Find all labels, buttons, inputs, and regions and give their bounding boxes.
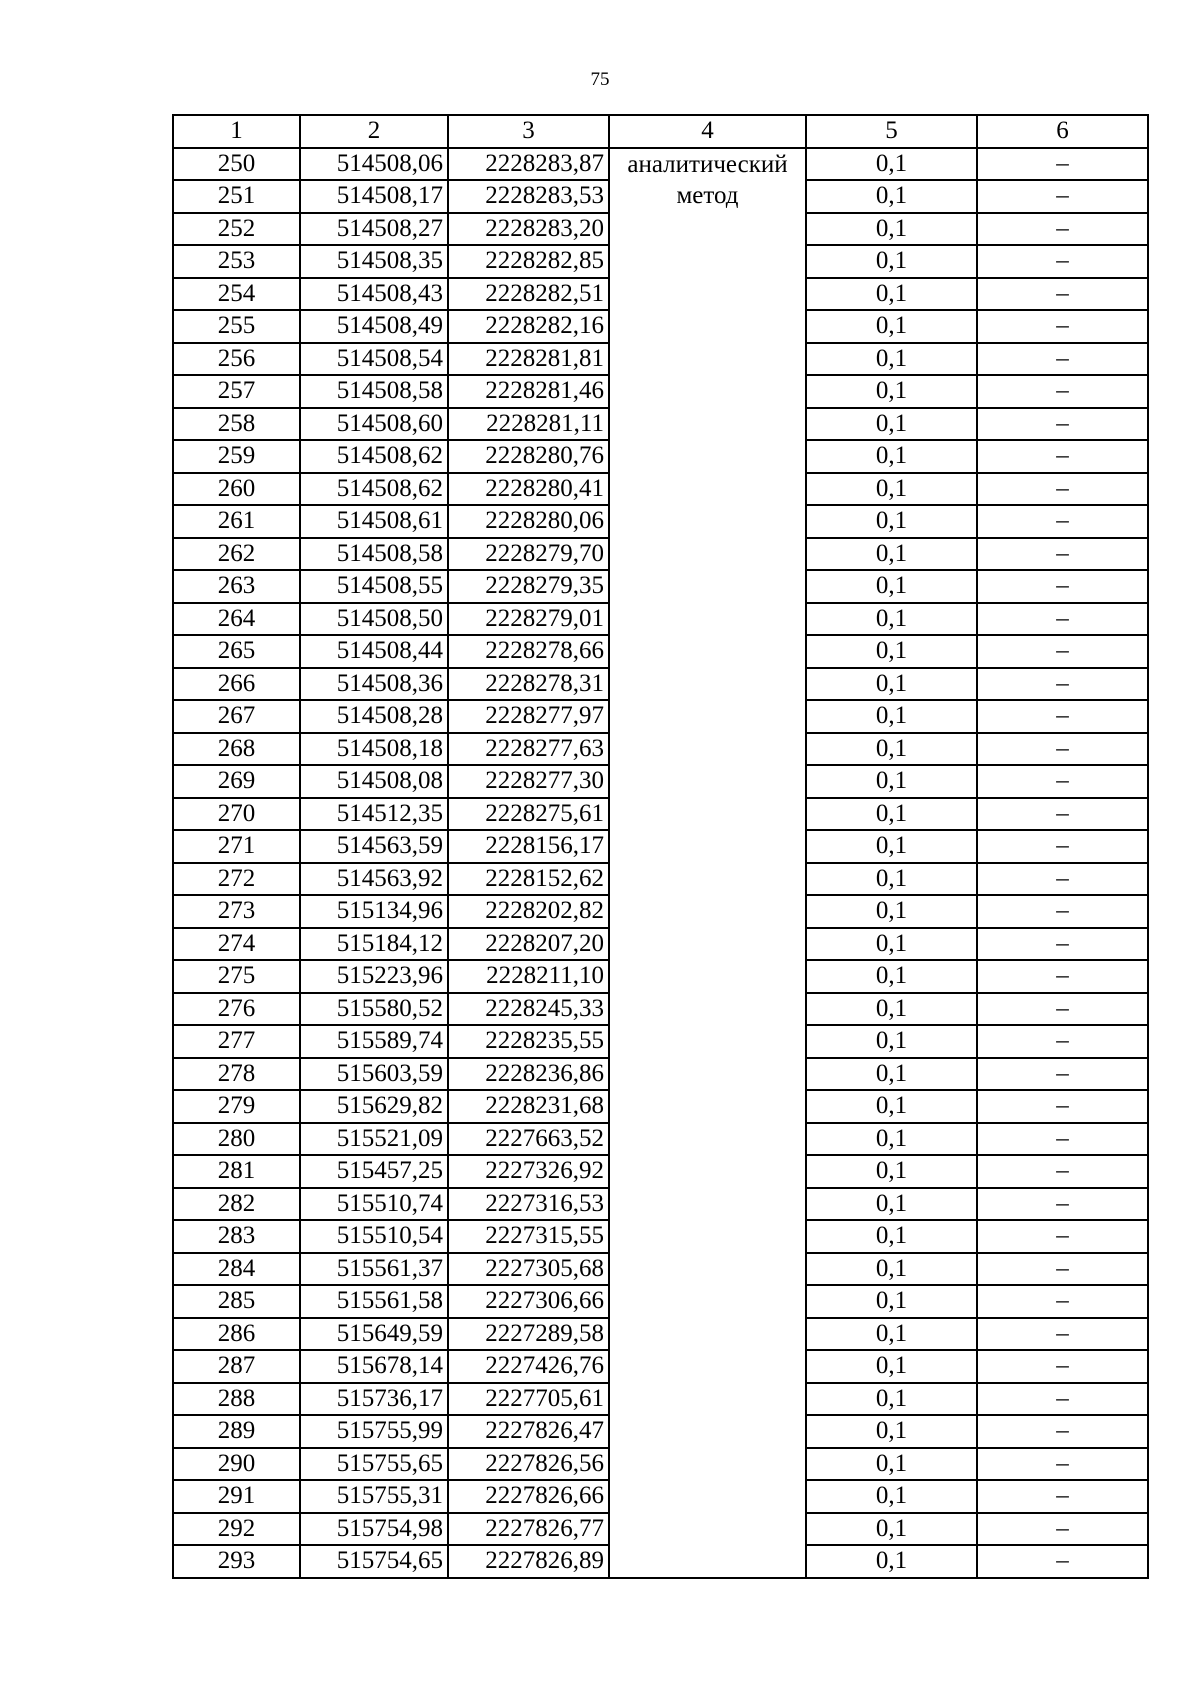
description-cell: – (977, 668, 1148, 701)
accuracy-cell: 0,1 (806, 1513, 977, 1546)
description-cell: – (977, 863, 1148, 896)
point-number-cell: 277 (173, 1025, 300, 1058)
description-cell: – (977, 1480, 1148, 1513)
x-coordinate-cell: 514508,44 (300, 635, 448, 668)
y-coordinate-cell: 2228245,33 (448, 993, 609, 1026)
x-coordinate-cell: 515755,31 (300, 1480, 448, 1513)
y-coordinate-cell: 2227826,66 (448, 1480, 609, 1513)
point-number-cell: 257 (173, 375, 300, 408)
x-coordinate-cell: 515521,09 (300, 1123, 448, 1156)
point-number-cell: 264 (173, 603, 300, 636)
x-coordinate-cell: 515736,17 (300, 1383, 448, 1416)
x-coordinate-cell: 515649,59 (300, 1318, 448, 1351)
accuracy-cell: 0,1 (806, 700, 977, 733)
point-number-cell: 265 (173, 635, 300, 668)
description-cell: – (977, 1448, 1148, 1481)
y-coordinate-cell: 2228282,16 (448, 310, 609, 343)
y-coordinate-cell: 2228281,46 (448, 375, 609, 408)
description-cell: – (977, 1545, 1148, 1578)
accuracy-cell: 0,1 (806, 570, 977, 603)
description-cell: – (977, 343, 1148, 376)
accuracy-cell: 0,1 (806, 278, 977, 311)
point-number-cell: 281 (173, 1155, 300, 1188)
description-cell: – (977, 278, 1148, 311)
description-cell: – (977, 1220, 1148, 1253)
point-number-cell: 273 (173, 895, 300, 928)
accuracy-cell: 0,1 (806, 408, 977, 441)
accuracy-cell: 0,1 (806, 213, 977, 246)
point-number-cell: 267 (173, 700, 300, 733)
y-coordinate-cell: 2228280,76 (448, 440, 609, 473)
x-coordinate-cell: 514512,35 (300, 798, 448, 831)
header-col-3: 3 (448, 115, 609, 148)
y-coordinate-cell: 2228235,55 (448, 1025, 609, 1058)
y-coordinate-cell: 2228236,86 (448, 1058, 609, 1091)
x-coordinate-cell: 514508,55 (300, 570, 448, 603)
accuracy-cell: 0,1 (806, 733, 977, 766)
description-cell: – (977, 538, 1148, 571)
description-cell: – (977, 473, 1148, 506)
point-number-cell: 291 (173, 1480, 300, 1513)
y-coordinate-cell: 2227826,89 (448, 1545, 609, 1578)
accuracy-cell: 0,1 (806, 928, 977, 961)
description-cell: – (977, 928, 1148, 961)
description-cell: – (977, 733, 1148, 766)
point-number-cell: 292 (173, 1513, 300, 1546)
x-coordinate-cell: 514508,35 (300, 245, 448, 278)
point-number-cell: 258 (173, 408, 300, 441)
x-coordinate-cell: 514563,92 (300, 863, 448, 896)
y-coordinate-cell: 2228152,62 (448, 863, 609, 896)
y-coordinate-cell: 2228280,41 (448, 473, 609, 506)
point-number-cell: 252 (173, 213, 300, 246)
x-coordinate-cell: 515580,52 (300, 993, 448, 1026)
y-coordinate-cell: 2227306,66 (448, 1285, 609, 1318)
y-coordinate-cell: 2227826,77 (448, 1513, 609, 1546)
accuracy-cell: 0,1 (806, 148, 977, 181)
description-cell: – (977, 635, 1148, 668)
y-coordinate-cell: 2228207,20 (448, 928, 609, 961)
x-coordinate-cell: 514508,50 (300, 603, 448, 636)
x-coordinate-cell: 514563,59 (300, 830, 448, 863)
accuracy-cell: 0,1 (806, 1383, 977, 1416)
y-coordinate-cell: 2228231,68 (448, 1090, 609, 1123)
point-number-cell: 276 (173, 993, 300, 1026)
y-coordinate-cell: 2228278,31 (448, 668, 609, 701)
y-coordinate-cell: 2227826,47 (448, 1415, 609, 1448)
description-cell: – (977, 1383, 1148, 1416)
point-number-cell: 289 (173, 1415, 300, 1448)
accuracy-cell: 0,1 (806, 1545, 977, 1578)
y-coordinate-cell: 2228211,10 (448, 960, 609, 993)
x-coordinate-cell: 514508,06 (300, 148, 448, 181)
y-coordinate-cell: 2227289,58 (448, 1318, 609, 1351)
point-number-cell: 271 (173, 830, 300, 863)
x-coordinate-cell: 515629,82 (300, 1090, 448, 1123)
point-number-cell: 251 (173, 180, 300, 213)
point-number-cell: 269 (173, 765, 300, 798)
description-cell: – (977, 1318, 1148, 1351)
accuracy-cell: 0,1 (806, 1090, 977, 1123)
description-cell: – (977, 148, 1148, 181)
accuracy-cell: 0,1 (806, 505, 977, 538)
description-cell: – (977, 700, 1148, 733)
x-coordinate-cell: 514508,54 (300, 343, 448, 376)
x-coordinate-cell: 514508,61 (300, 505, 448, 538)
description-cell: – (977, 375, 1148, 408)
point-number-cell: 290 (173, 1448, 300, 1481)
x-coordinate-cell: 515678,14 (300, 1350, 448, 1383)
description-cell: – (977, 440, 1148, 473)
accuracy-cell: 0,1 (806, 1350, 977, 1383)
y-coordinate-cell: 2228279,70 (448, 538, 609, 571)
method-cell (609, 148, 806, 1578)
x-coordinate-cell: 514508,27 (300, 213, 448, 246)
accuracy-cell: 0,1 (806, 830, 977, 863)
accuracy-cell: 0,1 (806, 180, 977, 213)
point-number-cell: 270 (173, 798, 300, 831)
x-coordinate-cell: 515223,96 (300, 960, 448, 993)
accuracy-cell: 0,1 (806, 1318, 977, 1351)
description-cell: – (977, 310, 1148, 343)
x-coordinate-cell: 514508,58 (300, 375, 448, 408)
x-coordinate-cell: 515457,25 (300, 1155, 448, 1188)
description-cell: – (977, 1155, 1148, 1188)
header-col-4: 4 (609, 115, 806, 148)
description-cell: – (977, 1253, 1148, 1286)
x-coordinate-cell: 515754,98 (300, 1513, 448, 1546)
x-coordinate-cell: 515561,37 (300, 1253, 448, 1286)
coordinates-table (172, 114, 1149, 1579)
description-cell: – (977, 570, 1148, 603)
description-cell: – (977, 960, 1148, 993)
description-cell: – (977, 1025, 1148, 1058)
point-number-cell: 263 (173, 570, 300, 603)
y-coordinate-cell: 2228283,20 (448, 213, 609, 246)
point-number-cell: 280 (173, 1123, 300, 1156)
y-coordinate-cell: 2228281,81 (448, 343, 609, 376)
x-coordinate-cell: 515754,65 (300, 1545, 448, 1578)
description-cell: – (977, 1058, 1148, 1091)
y-coordinate-cell: 2228275,61 (448, 798, 609, 831)
description-cell: – (977, 830, 1148, 863)
description-cell: – (977, 1350, 1148, 1383)
x-coordinate-cell: 514508,60 (300, 408, 448, 441)
description-cell: – (977, 993, 1148, 1026)
accuracy-cell: 0,1 (806, 440, 977, 473)
point-number-cell: 254 (173, 278, 300, 311)
description-cell: – (977, 1090, 1148, 1123)
x-coordinate-cell: 515510,74 (300, 1188, 448, 1221)
point-number-cell: 262 (173, 538, 300, 571)
point-number-cell: 278 (173, 1058, 300, 1091)
x-coordinate-cell: 515589,74 (300, 1025, 448, 1058)
y-coordinate-cell: 2227826,56 (448, 1448, 609, 1481)
accuracy-cell: 0,1 (806, 1155, 977, 1188)
description-cell: – (977, 1513, 1148, 1546)
y-coordinate-cell: 2228282,85 (448, 245, 609, 278)
accuracy-cell: 0,1 (806, 635, 977, 668)
accuracy-cell: 0,1 (806, 1253, 977, 1286)
accuracy-cell: 0,1 (806, 245, 977, 278)
accuracy-cell: 0,1 (806, 603, 977, 636)
x-coordinate-cell: 514508,18 (300, 733, 448, 766)
point-number-cell: 286 (173, 1318, 300, 1351)
header-col-1: 1 (173, 115, 300, 148)
accuracy-cell: 0,1 (806, 798, 977, 831)
description-cell: – (977, 1415, 1148, 1448)
y-coordinate-cell: 2228277,63 (448, 733, 609, 766)
accuracy-cell: 0,1 (806, 863, 977, 896)
y-coordinate-cell: 2228280,06 (448, 505, 609, 538)
point-number-cell: 250 (173, 148, 300, 181)
accuracy-cell: 0,1 (806, 895, 977, 928)
accuracy-cell: 0,1 (806, 1188, 977, 1221)
x-coordinate-cell: 515755,99 (300, 1415, 448, 1448)
description-cell: – (977, 798, 1148, 831)
description-cell: – (977, 505, 1148, 538)
accuracy-cell: 0,1 (806, 1220, 977, 1253)
header-col-5: 5 (806, 115, 977, 148)
x-coordinate-cell: 514508,58 (300, 538, 448, 571)
y-coordinate-cell: 2228283,87 (448, 148, 609, 181)
description-cell: – (977, 180, 1148, 213)
point-number-cell: 255 (173, 310, 300, 343)
description-cell: – (977, 408, 1148, 441)
method-label-line1: аналитический (627, 150, 788, 178)
description-cell: – (977, 245, 1148, 278)
y-coordinate-cell: 2228279,01 (448, 603, 609, 636)
point-number-cell: 256 (173, 343, 300, 376)
accuracy-cell: 0,1 (806, 473, 977, 506)
y-coordinate-cell: 2228202,82 (448, 895, 609, 928)
x-coordinate-cell: 515755,65 (300, 1448, 448, 1481)
description-cell: – (977, 603, 1148, 636)
table-body (173, 148, 1148, 1578)
page-number: 75 (590, 69, 610, 90)
accuracy-cell: 0,1 (806, 668, 977, 701)
y-coordinate-cell: 2228277,30 (448, 765, 609, 798)
x-coordinate-cell: 514508,49 (300, 310, 448, 343)
header-col-6: 6 (977, 115, 1148, 148)
x-coordinate-cell: 515184,12 (300, 928, 448, 961)
accuracy-cell: 0,1 (806, 1058, 977, 1091)
accuracy-cell: 0,1 (806, 310, 977, 343)
description-cell: – (977, 765, 1148, 798)
point-number-cell: 268 (173, 733, 300, 766)
accuracy-cell: 0,1 (806, 1025, 977, 1058)
y-coordinate-cell: 2227326,92 (448, 1155, 609, 1188)
point-number-cell: 260 (173, 473, 300, 506)
accuracy-cell: 0,1 (806, 538, 977, 571)
point-number-cell: 259 (173, 440, 300, 473)
accuracy-cell: 0,1 (806, 375, 977, 408)
y-coordinate-cell: 2228156,17 (448, 830, 609, 863)
y-coordinate-cell: 2227315,55 (448, 1220, 609, 1253)
x-coordinate-cell: 515561,58 (300, 1285, 448, 1318)
y-coordinate-cell: 2228283,53 (448, 180, 609, 213)
x-coordinate-cell: 515134,96 (300, 895, 448, 928)
table-row (173, 148, 1148, 181)
y-coordinate-cell: 2228282,51 (448, 278, 609, 311)
accuracy-cell: 0,1 (806, 765, 977, 798)
x-coordinate-cell: 514508,36 (300, 668, 448, 701)
x-coordinate-cell: 514508,62 (300, 473, 448, 506)
x-coordinate-cell: 514508,08 (300, 765, 448, 798)
x-coordinate-cell: 514508,17 (300, 180, 448, 213)
accuracy-cell: 0,1 (806, 960, 977, 993)
point-number-cell: 274 (173, 928, 300, 961)
point-number-cell: 285 (173, 1285, 300, 1318)
point-number-cell: 266 (173, 668, 300, 701)
accuracy-cell: 0,1 (806, 1285, 977, 1318)
point-number-cell: 282 (173, 1188, 300, 1221)
description-cell: – (977, 213, 1148, 246)
x-coordinate-cell: 514508,28 (300, 700, 448, 733)
point-number-cell: 279 (173, 1090, 300, 1123)
y-coordinate-cell: 2228279,35 (448, 570, 609, 603)
y-coordinate-cell: 2228278,66 (448, 635, 609, 668)
point-number-cell: 283 (173, 1220, 300, 1253)
accuracy-cell: 0,1 (806, 1123, 977, 1156)
accuracy-cell: 0,1 (806, 1480, 977, 1513)
point-number-cell: 284 (173, 1253, 300, 1286)
y-coordinate-cell: 2228281,11 (448, 408, 609, 441)
x-coordinate-cell: 515603,59 (300, 1058, 448, 1091)
x-coordinate-cell: 515510,54 (300, 1220, 448, 1253)
accuracy-cell: 0,1 (806, 343, 977, 376)
x-coordinate-cell: 514508,43 (300, 278, 448, 311)
description-cell: – (977, 1285, 1148, 1318)
y-coordinate-cell: 2227663,52 (448, 1123, 609, 1156)
point-number-cell: 287 (173, 1350, 300, 1383)
point-number-cell: 275 (173, 960, 300, 993)
header-col-2: 2 (300, 115, 448, 148)
point-number-cell: 288 (173, 1383, 300, 1416)
description-cell: – (977, 895, 1148, 928)
point-number-cell: 253 (173, 245, 300, 278)
point-number-cell: 272 (173, 863, 300, 896)
y-coordinate-cell: 2227316,53 (448, 1188, 609, 1221)
accuracy-cell: 0,1 (806, 1415, 977, 1448)
y-coordinate-cell: 2228277,97 (448, 700, 609, 733)
point-number-cell: 261 (173, 505, 300, 538)
table-header-row (173, 115, 1148, 148)
y-coordinate-cell: 2227426,76 (448, 1350, 609, 1383)
point-number-cell: 293 (173, 1545, 300, 1578)
x-coordinate-cell: 514508,62 (300, 440, 448, 473)
accuracy-cell: 0,1 (806, 1448, 977, 1481)
description-cell: – (977, 1123, 1148, 1156)
y-coordinate-cell: 2227705,61 (448, 1383, 609, 1416)
accuracy-cell: 0,1 (806, 993, 977, 1026)
y-coordinate-cell: 2227305,68 (448, 1253, 609, 1286)
description-cell: – (977, 1188, 1148, 1221)
method-label-line2: метод (676, 181, 739, 209)
